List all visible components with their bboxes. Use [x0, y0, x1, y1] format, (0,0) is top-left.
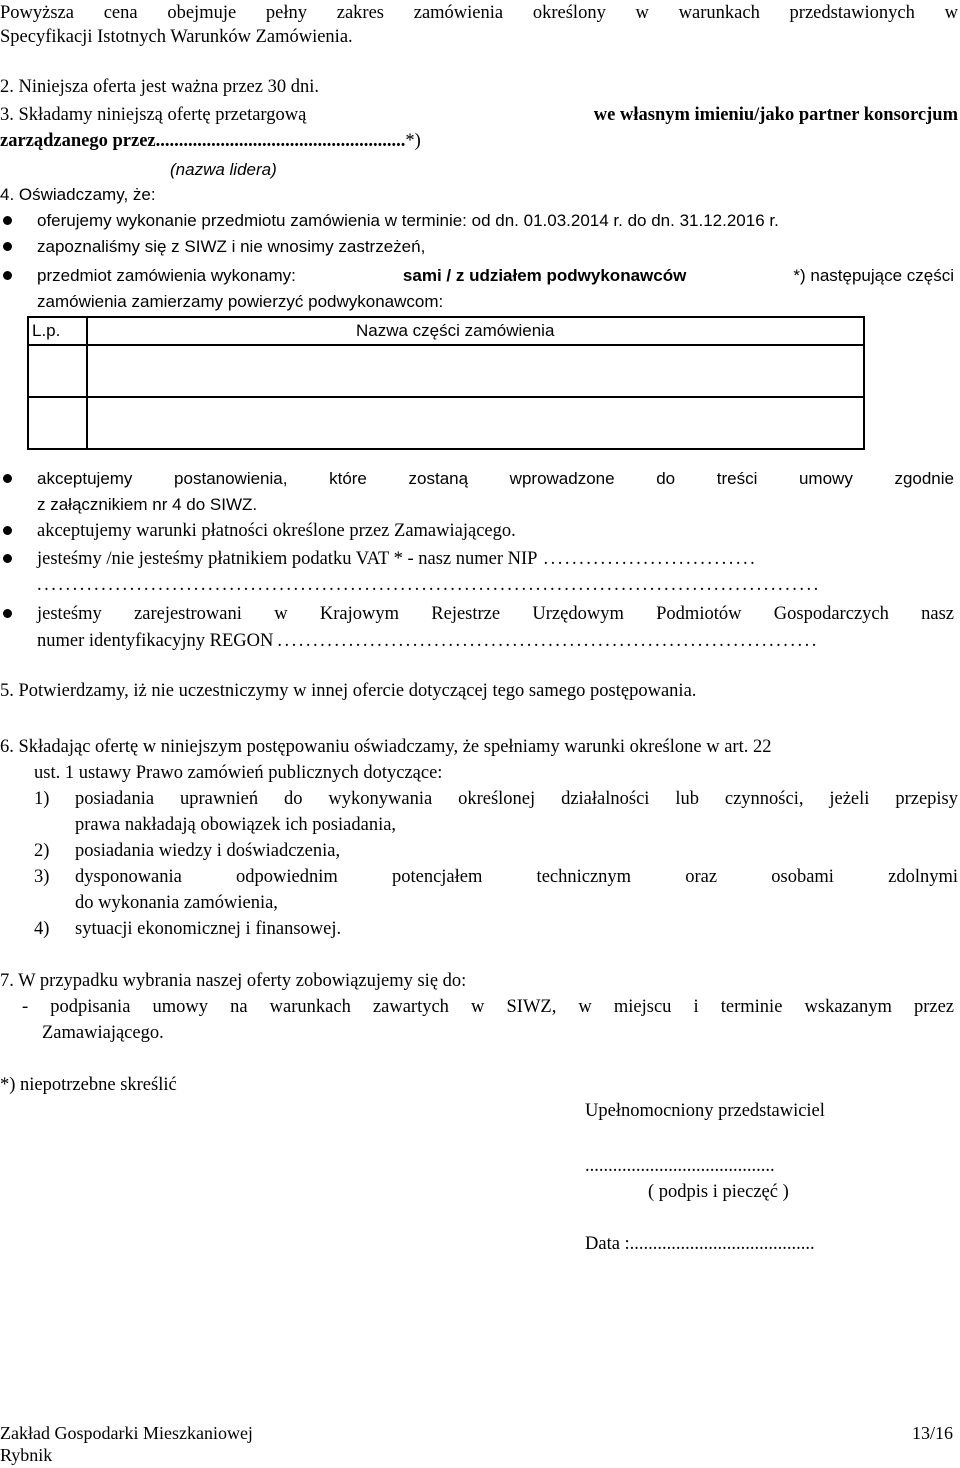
regon-dots: ............................................................................	[277, 631, 819, 651]
cell-part-name[interactable]	[87, 345, 864, 397]
table-row	[28, 397, 864, 449]
vat-label: jesteśmy /nie jesteśmy płatnikiem podatku VAT * - nasz numer NIP	[37, 549, 538, 569]
bullet-siwz: zapoznaliśmy się z SIWZ i nie wnosimy zastrzeżeń,	[37, 237, 426, 256]
vat-dots-1: ..............................	[543, 549, 758, 569]
bullet-accept-terms-1: akceptujemy postanowienia, które zostaną wprowadzone do treści umowy zgodnie	[37, 469, 954, 488]
point-3-line-1	[0, 104, 958, 126]
vat-dots-2: ..............................................................................................................	[37, 575, 821, 595]
bullet-term: oferujemy wykonanie przedmiotu zamówienia w terminie: od dn. 01.03.2014 r. do dn. 31.12.2016 r.	[37, 211, 779, 230]
table-row	[28, 345, 864, 397]
regon-label: numer identyfikacyjny REGON	[37, 631, 274, 651]
intro-line-2: Specyfikacji Istotnych Warunków Zamówienia.	[0, 27, 353, 47]
bullet-accept-payment: akceptujemy warunki płatności określone przez Zamawiającego.	[37, 521, 516, 541]
leader-label: (nazwa lidera)	[170, 160, 277, 179]
bullet-dot	[3, 271, 12, 280]
bullet-dot	[3, 526, 12, 535]
signature-dots: .........................................	[585, 1156, 775, 1176]
item-1-line-2: prawa nakładają obowiązek ich posiadania,	[75, 815, 397, 835]
item-number: 4)	[34, 919, 50, 939]
item-number: 3)	[34, 867, 50, 887]
item-number: 2)	[34, 841, 50, 861]
bullet-sub-a: przedmiot zamówienia wykonamy:	[37, 266, 296, 285]
bullet-dot	[3, 554, 12, 563]
bullet-accept-terms-2: z załącznikiem nr 4 do SIWZ.	[37, 495, 258, 514]
cell-lp[interactable]	[28, 345, 87, 397]
point-3-bold-2: zarządzanego przez	[0, 131, 156, 151]
item-number: 1)	[34, 789, 50, 809]
item-3-line-1: dysponowania odpowiednim potencjałem technicznym oraz osobami zdolnymi	[75, 867, 958, 887]
point-7-item-line-2: Zamawiającego.	[42, 1023, 164, 1043]
bullet-dot	[3, 474, 12, 483]
cell-part-name[interactable]	[87, 397, 864, 449]
item-4-line-1: sytuacji ekonomicznej i finansowej.	[75, 919, 342, 939]
table-header-row	[28, 317, 864, 345]
intro-line-1: Powyższa cena obejmuje pełny zakres zamówienia określony w warunkach przedstawionych w	[0, 3, 958, 23]
point-3-suffix: *)	[405, 131, 421, 151]
signature-caption: ( podpis i pieczęć )	[648, 1182, 789, 1202]
footer-org-line-2: Rybnik	[0, 1445, 53, 1465]
bullet-regon-1: jesteśmy zarejestrowani w Krajowym Rejestrze Urzędowym Podmiotów Gospodarczych nasz	[37, 604, 954, 624]
point-6-line-2: ust. 1 ustawy Prawo zamówień publicznych dotyczące:	[34, 763, 443, 783]
bullet-sub-bold: sami / z udziałem podwykonawców	[402, 266, 687, 285]
point-2: 2. Niniejsza oferta jest ważna przez 30 dni.	[0, 77, 319, 97]
bullet-sub-b: *) następujące części	[793, 266, 954, 285]
bullet-subcontract-line-2: zamówienia zamierzamy powierzyć podwykonawcom:	[37, 292, 444, 311]
signature-date: Data :........................................	[585, 1234, 815, 1254]
vat-dots-line-2	[37, 574, 952, 596]
point-3-dots: ......................................................	[155, 131, 406, 151]
point-7-item-line-1: - podpisania umowy na warunkach zawartych w SIWZ, w miejscu i terminie wskazanym przez	[22, 997, 954, 1017]
header-lp: L.p.	[28, 317, 87, 345]
point-3-line-2	[0, 130, 421, 152]
bullet-dot	[3, 609, 12, 618]
bullet-vat	[37, 548, 952, 570]
bullet-regon-2	[37, 630, 952, 652]
point-3-prefix: 3. Składamy niniejszą ofertę przetargową	[0, 105, 307, 125]
point-6-line-1: 6. Składając ofertę w niniejszym postępowaniu oświadczamy, że spełniamy warunki określone w art. 22	[0, 737, 772, 757]
bullet-subcontract-line-1	[37, 265, 954, 287]
point-5: 5. Potwierdzamy, iż nie uczestniczymy w innej ofercie dotyczącej tego samego postępowania.	[0, 681, 697, 701]
subcontract-table	[27, 316, 865, 450]
item-3-line-2: do wykonania zamówienia,	[75, 893, 278, 913]
item-1-line-1: posiadania uprawnień do wykonywania określonej działalności lub czynności, jeżeli przepisy	[75, 789, 958, 809]
point-4-heading: 4. Oświadczamy, że:	[0, 185, 156, 204]
point-7-heading: 7. W przypadku wybrania naszej oferty zobowiązujemy się do:	[0, 971, 467, 991]
footnote: *) niepotrzebne skreślić	[0, 1075, 177, 1095]
page-number: 13/16	[912, 1423, 954, 1443]
item-2-line-1: posiadania wiedzy i doświadczenia,	[75, 841, 341, 861]
header-part-name: Nazwa części zamówienia	[87, 317, 864, 345]
cell-lp[interactable]	[28, 397, 87, 449]
bullet-dot	[3, 216, 12, 225]
signature-label: Upełnomocniony przedstawiciel	[585, 1101, 825, 1121]
point-3-bold: we własnym imieniu/jako partner konsorcjum	[593, 105, 958, 125]
bullet-dot	[3, 242, 12, 251]
footer-org-line-1: Zakład Gospodarki Mieszkaniowej	[0, 1423, 253, 1443]
